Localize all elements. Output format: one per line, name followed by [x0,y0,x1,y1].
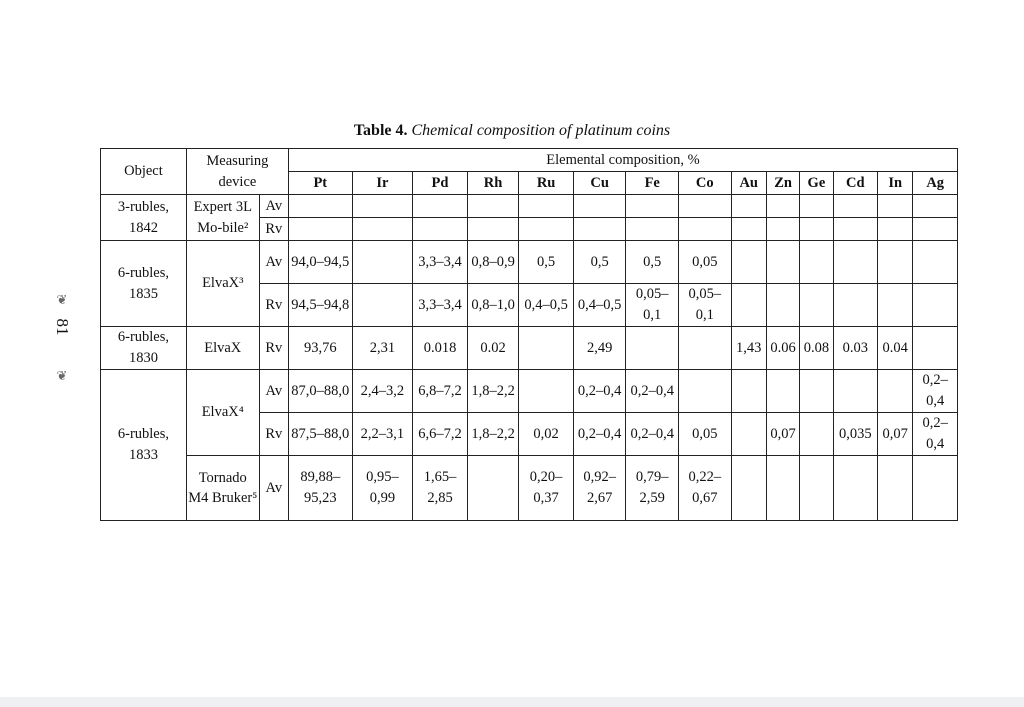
value-cell [878,456,913,521]
value-cell [833,284,877,327]
device-header: Measuring device [186,149,288,195]
element-header: Fe [626,172,679,195]
value-cell [878,195,913,218]
device-cell: ElvaX⁴ [186,370,259,456]
value-cell [519,327,574,370]
value-cell: 0,035 [833,413,877,456]
value-cell [878,241,913,284]
value-cell: 0,05 [678,241,731,284]
element-header: Cd [833,172,877,195]
value-cell [352,195,413,218]
value-cell: 0,20–0,37 [519,456,574,521]
fleuron-icon: ❦ [56,292,68,307]
side-cell: Av [259,456,288,521]
value-cell: 0,05–0,1 [626,284,679,327]
value-cell: 2,2–3,1 [352,413,413,456]
table-row [101,195,958,218]
device-cell: Expert 3L Mo-bile² [186,195,259,241]
value-cell [626,195,679,218]
value-cell [878,370,913,413]
value-cell [833,456,877,521]
value-cell [833,195,877,218]
value-cell: 0,79–2,59 [626,456,679,521]
table-row [101,370,958,413]
value-cell [731,456,766,521]
value-cell [678,327,731,370]
value-cell: 94,0–94,5 [288,241,352,284]
value-cell [519,218,574,241]
value-cell: 89,88–95,23 [288,456,352,521]
element-header: Co [678,172,731,195]
value-cell: 0,2–0,4 [913,370,958,413]
value-cell [413,195,468,218]
value-cell [913,195,958,218]
value-cell [766,284,799,327]
value-cell [731,370,766,413]
value-cell: 0,5 [573,241,626,284]
value-cell: 0,8–1,0 [467,284,519,327]
value-cell: 0.018 [413,327,468,370]
value-cell: 6,8–7,2 [413,370,468,413]
side-cell: Av [259,241,288,284]
value-cell: 0,05 [678,413,731,456]
value-cell: 0,95–0,99 [352,456,413,521]
element-header: Rh [467,172,519,195]
value-cell [766,456,799,521]
table-row [101,327,958,370]
value-cell [800,413,833,456]
value-cell: 1,65–2,85 [413,456,468,521]
value-cell [766,195,799,218]
value-cell: 1,8–2,2 [467,413,519,456]
page-number: 81 [53,318,72,336]
object-cell: 6-rubles, 1835 [101,241,187,327]
value-cell [800,195,833,218]
value-cell [573,218,626,241]
value-cell [352,218,413,241]
object-cell: 3-rubles, 1842 [101,195,187,241]
value-cell [878,284,913,327]
value-cell: 0,4–0,5 [519,284,574,327]
element-header: Cu [573,172,626,195]
side-cell: Av [259,370,288,413]
element-header: In [878,172,913,195]
value-cell: 0,05–0,1 [678,284,731,327]
side-cell: Rv [259,327,288,370]
value-cell [766,241,799,284]
value-cell: 2,4–3,2 [352,370,413,413]
value-cell [288,195,352,218]
value-cell: 0,4–0,5 [573,284,626,327]
value-cell [352,284,413,327]
value-cell: 0,22–0,67 [678,456,731,521]
value-cell [833,241,877,284]
value-cell: 0,8–0,9 [467,241,519,284]
value-cell: 3,3–3,4 [413,241,468,284]
header-row [101,149,958,172]
value-cell: 0.08 [800,327,833,370]
value-cell [678,195,731,218]
value-cell [913,241,958,284]
value-cell [467,456,519,521]
value-cell: 0,2–0,4 [626,413,679,456]
object-cell: 6-rubles, 1833 [101,370,187,521]
value-cell [800,284,833,327]
value-cell: 0,2–0,4 [573,370,626,413]
value-cell [678,370,731,413]
value-cell [626,327,679,370]
value-cell: 2,49 [573,327,626,370]
value-cell [731,195,766,218]
value-cell [913,456,958,521]
value-cell: 0.06 [766,327,799,370]
composition-header: Elemental composition, % [288,149,957,172]
value-cell [800,456,833,521]
value-cell: 1,43 [731,327,766,370]
side-cell: Av [259,195,288,218]
table-row [101,456,958,521]
value-cell: 0,07 [766,413,799,456]
value-cell: 87,0–88,0 [288,370,352,413]
device-cell: ElvaX³ [186,241,259,327]
value-cell [731,413,766,456]
value-cell: 0,5 [626,241,679,284]
table-row [101,241,958,284]
element-header: Pd [413,172,468,195]
page-bottom-edge [0,697,1024,707]
device-cell: Tornado M4 Bruker⁵ [186,456,259,521]
table-caption-label: Table 4. [353,122,408,139]
value-cell: 1,8–2,2 [467,370,519,413]
value-cell: 0,2–0,4 [626,370,679,413]
value-cell: 2,31 [352,327,413,370]
value-cell: 3,3–3,4 [413,284,468,327]
side-cell: Rv [259,218,288,241]
value-cell [467,218,519,241]
value-cell [519,370,574,413]
value-cell [288,218,352,241]
value-cell: 0,92–2,67 [573,456,626,521]
value-cell: 0.04 [878,327,913,370]
value-cell: 0,2–0,4 [913,413,958,456]
value-cell: 0.02 [467,327,519,370]
value-cell [413,218,468,241]
value-cell [766,370,799,413]
value-cell [678,218,731,241]
value-cell [731,218,766,241]
value-cell: 87,5–88,0 [288,413,352,456]
side-cell: Rv [259,413,288,456]
value-cell [800,241,833,284]
device-cell: ElvaX [186,327,259,370]
value-cell [913,284,958,327]
value-cell [519,195,574,218]
value-cell [800,370,833,413]
value-cell [833,370,877,413]
value-cell [352,241,413,284]
element-header: Ir [352,172,413,195]
element-header: Ru [519,172,574,195]
value-cell [878,218,913,241]
value-cell: 6,6–7,2 [413,413,468,456]
value-cell [766,218,799,241]
value-cell: 0.03 [833,327,877,370]
object-header: Object [101,149,187,195]
element-header: Zn [766,172,799,195]
object-cell: 6-rubles, 1830 [101,327,187,370]
value-cell [626,218,679,241]
value-cell: 93,76 [288,327,352,370]
value-cell: 0,5 [519,241,574,284]
value-cell: 0,07 [878,413,913,456]
table-caption [0,122,1024,140]
value-cell [800,218,833,241]
value-cell: 94,5–94,8 [288,284,352,327]
element-header: Ge [800,172,833,195]
fleuron-icon: ❦ [56,368,68,383]
value-cell: 0,02 [519,413,574,456]
element-header: Pt [288,172,352,195]
value-cell [573,195,626,218]
value-cell [913,218,958,241]
value-cell [833,218,877,241]
value-cell [467,195,519,218]
composition-table [100,148,958,521]
side-cell: Rv [259,284,288,327]
value-cell [913,327,958,370]
element-header: Au [731,172,766,195]
table-caption-title: Chemical composition of platinum coins [411,122,671,139]
value-cell [731,284,766,327]
value-cell: 0,2–0,4 [573,413,626,456]
element-header: Ag [913,172,958,195]
value-cell [731,241,766,284]
